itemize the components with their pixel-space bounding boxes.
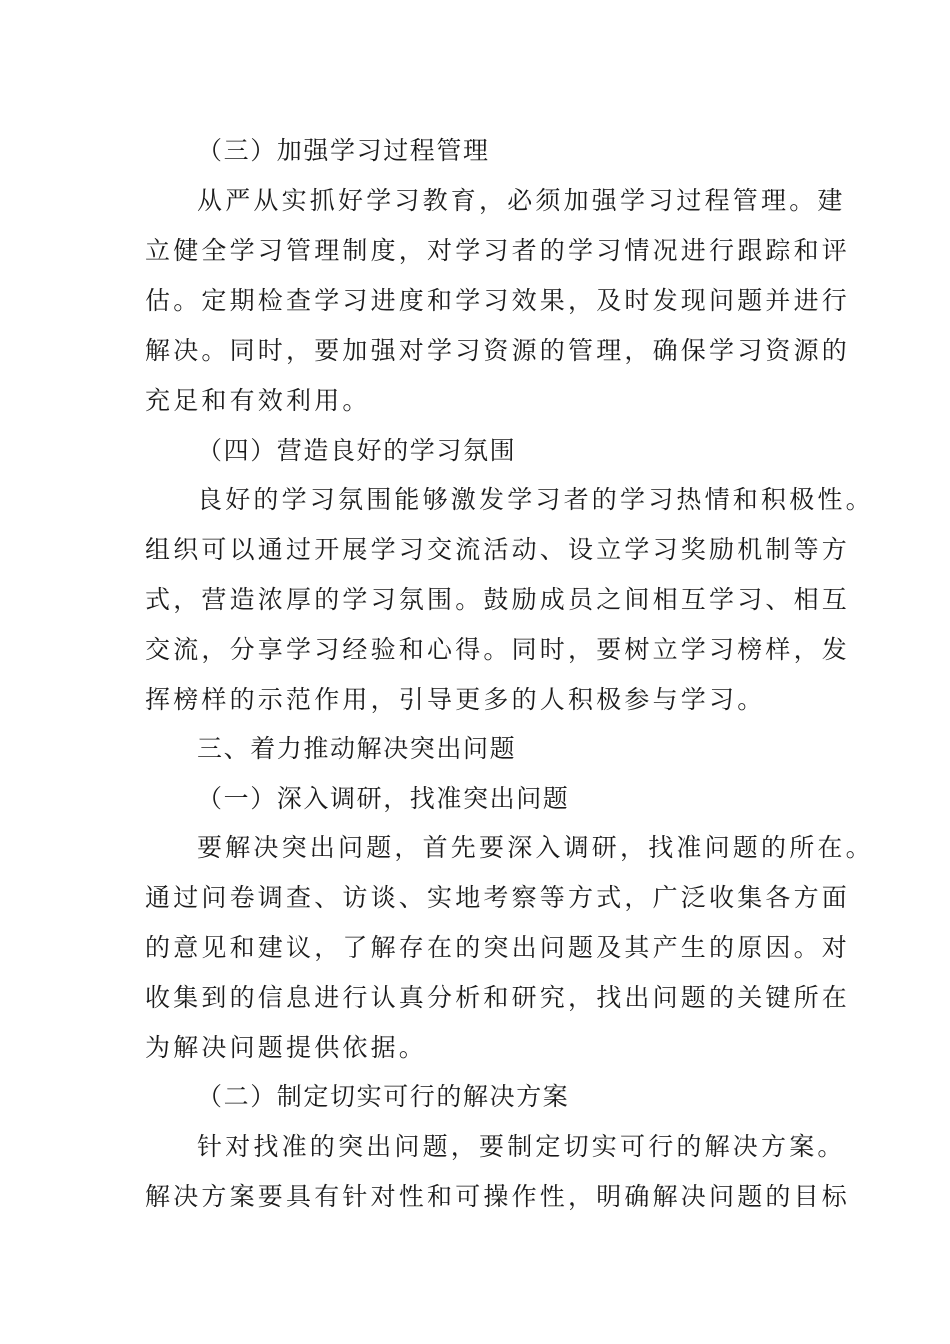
section-heading-3: （三）加强学习过程管理: [197, 136, 490, 165]
paragraph-line: 式，营造浓厚的学习氛围。鼓励成员之间相互学习、相互: [145, 585, 851, 614]
paragraph-line: 通过问卷调查、访谈、实地考察等方式，广泛收集各方面: [145, 883, 851, 912]
paragraph-line: 挥榜样的示范作用，引导更多的人积极参与学习。: [145, 685, 766, 714]
paragraph-line: 从严从实抓好学习教育，必须加强学习过程管理。建: [197, 186, 846, 215]
paragraph-line: 良好的学习氛围能够激发学习者的学习热情和积极性。: [197, 485, 874, 514]
paragraph-line: 为解决问题提供依据。: [145, 1033, 428, 1062]
chapter-heading-3: 三、着力推动解决突出问题: [197, 734, 517, 763]
paragraph-line: 立健全学习管理制度，对学习者的学习情况进行跟踪和评: [145, 236, 851, 265]
section-heading-4: （四）营造良好的学习氛围: [197, 436, 517, 465]
paragraph-line: 解决方案要具有针对性和可操作性，明确解决问题的目标: [145, 1182, 851, 1211]
paragraph-line: 的意见和建议，了解存在的突出问题及其产生的原因。对: [145, 933, 851, 962]
paragraph-line: 估。定期检查学习进度和学习效果，及时发现问题并进行: [145, 286, 851, 315]
paragraph-line: 交流，分享学习经验和心得。同时，要树立学习榜样，发: [145, 635, 851, 664]
paragraph-line: 针对找准的突出问题，要制定切实可行的解决方案。: [197, 1132, 846, 1161]
paragraph-line: 充足和有效利用。: [145, 386, 371, 415]
paragraph-line: 组织可以通过开展学习交流活动、设立学习奖励机制等方: [145, 535, 851, 564]
paragraph-line: 要解决突出问题，首先要深入调研，找准问题的所在。: [197, 833, 874, 862]
paragraph-line: 解决。同时，要加强对学习资源的管理，确保学习资源的: [145, 336, 851, 365]
section-heading-1: （一）深入调研，找准突出问题: [197, 784, 570, 813]
paragraph-line: 收集到的信息进行认真分析和研究，找出问题的关键所在: [145, 983, 851, 1012]
section-heading-2: （二）制定切实可行的解决方案: [197, 1082, 570, 1111]
